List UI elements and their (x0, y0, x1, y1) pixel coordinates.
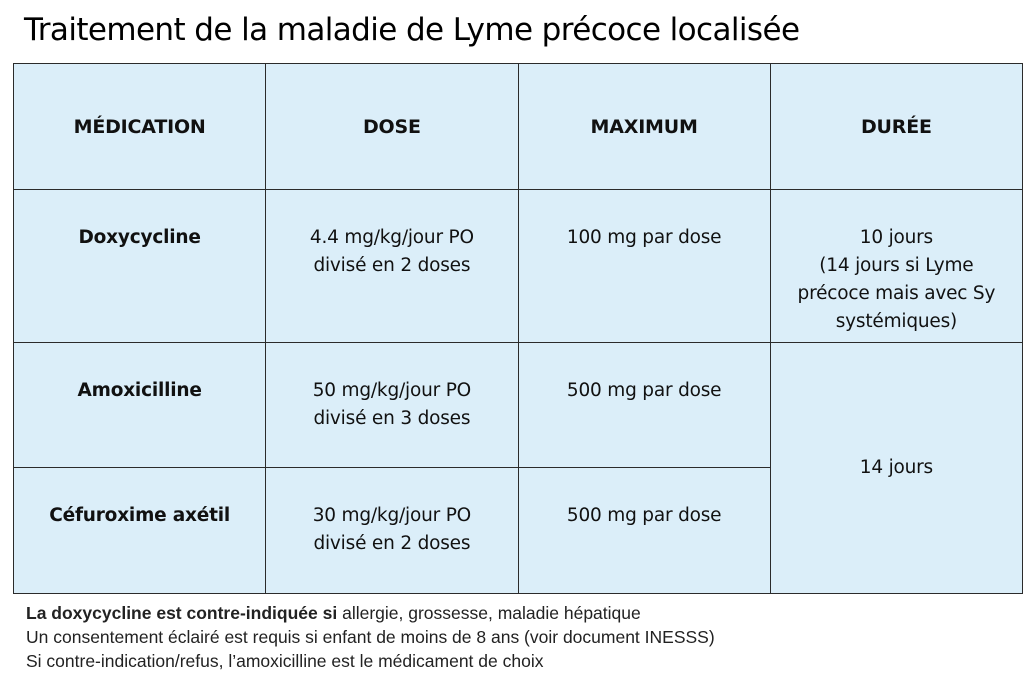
header-medication: MÉDICATION (14, 64, 266, 190)
header-duree: DURÉE (770, 64, 1022, 190)
dose-cell (266, 190, 518, 343)
table-header-row (14, 64, 1023, 190)
notes (26, 601, 715, 673)
dose-line: 50 mg/kg/jour PO (312, 380, 472, 401)
header-dose: DOSE (266, 64, 518, 190)
duree-line: 10 jours (859, 227, 933, 248)
dose-line: divisé en 3 doses (313, 408, 471, 429)
maximum-cell: 500 mg par dose (518, 468, 770, 594)
dose-line: divisé en 2 doses (313, 255, 471, 276)
duree-line: (14 jours si Lyme (819, 255, 974, 276)
dose-line: 4.4 mg/kg/jour PO (309, 227, 474, 248)
note-line-1 (26, 601, 715, 625)
medication-cell: Céfuroxime axétil (14, 468, 266, 594)
note-line-3: Si contre-indication/refus, l’amoxicilline est le médicament de choix (26, 651, 544, 671)
duree-cell (770, 190, 1022, 343)
note-line-2: Un consentement éclairé est requis si enfant de moins de 8 ans (voir document INESSS) (26, 627, 715, 647)
dose-line: 30 mg/kg/jour PO (312, 505, 472, 526)
medication-cell: Amoxicilline (14, 343, 266, 468)
duree-cell-merged: 14 jours (770, 343, 1022, 594)
page-title: Traitement de la maladie de Lyme précoce localisée (24, 12, 800, 48)
note-bold: La doxycycline est contre-indiquée si (26, 603, 338, 623)
table-row (14, 343, 1023, 468)
duree-line: systémiques) (835, 311, 958, 332)
duree-line: précoce mais avec Sy (797, 283, 996, 304)
note-text: allergie, grossesse, maladie hépatique (337, 603, 641, 623)
header-maximum: MAXIMUM (518, 64, 770, 190)
dose-cell (266, 468, 518, 594)
dose-cell (266, 343, 518, 468)
treatment-table (13, 63, 1023, 594)
maximum-cell: 500 mg par dose (518, 343, 770, 468)
medication-cell: Doxycycline (14, 190, 266, 343)
table-row (14, 190, 1023, 343)
maximum-cell: 100 mg par dose (518, 190, 770, 343)
dose-line: divisé en 2 doses (313, 533, 471, 554)
